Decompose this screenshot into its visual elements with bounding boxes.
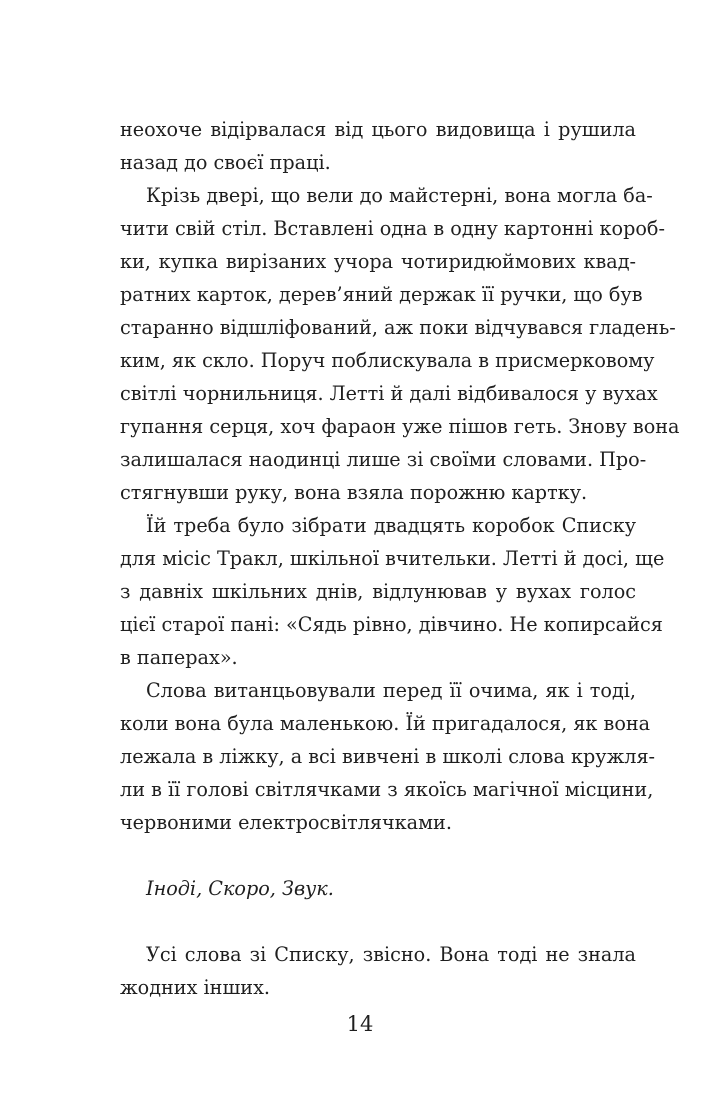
blank-line [120, 905, 636, 938]
text-line: з давніх шкільних днів, відлунював у вухах голос [120, 580, 636, 603]
blank-line [120, 839, 636, 872]
text-line: залишалася наодинці лише зі своїми словами. Про- [120, 448, 647, 471]
text-line: ки, купка вирізаних учора чотиридюймових квад- [120, 250, 636, 273]
text-line: Крізь двері, що вели до майстерні, вона могла ба- [146, 184, 653, 207]
text-line: гупання серця, хоч фараон уже пішов геть. Знову вона [120, 415, 680, 438]
text-line: Слова витанцьовували перед її очима, як і тоді, [146, 679, 636, 702]
text-line: в паперах». [120, 646, 238, 669]
text-line: назад до своєї праці. [120, 151, 331, 174]
text-line: лежала в ліжку, а всі вивчені в школі слова кружля- [120, 745, 656, 768]
text-line: ким, як скло. Поруч поблискувала в присмерковому [120, 349, 655, 372]
text-line: світлі чорнильниця. Летті й далі відбивалося у вухах [120, 382, 658, 405]
text-line: для місіс Тракл, шкільної вчительки. Летті й досі, ще [120, 547, 665, 570]
page-number: 14 [346, 1012, 374, 1036]
text-line: чити свій стіл. Вставлені одна в одну картонні короб- [120, 217, 665, 240]
text-line: старанно відшліфований, аж поки відчувався гладень- [120, 316, 676, 339]
text-line: стягнувши руку, вона взяла порожню картку. [120, 481, 588, 504]
text-line: неохоче відірвалася від цього видовища і рушила [120, 118, 636, 141]
text-line: коли вона була маленькою. Їй пригадалося, як вона [120, 712, 651, 735]
italic-word-list: Іноді, Скоро, Звук. [146, 877, 334, 900]
text-line: жодних інших. [120, 976, 270, 999]
text-line: Їй треба було зібрати двадцять коробок Списку [146, 514, 636, 537]
text-line: цієї старої пані: «Сядь рівно, дівчино. Не копирсайся [120, 613, 663, 636]
text-line: червоними електросвітлячками. [120, 811, 452, 834]
text-line: ратних карток, дерев’яний держак її ручки, що був [120, 283, 643, 306]
text-line: Усі слова зі Списку, звісно. Вона тоді не знала [146, 943, 636, 966]
text-line: ли в її голові світлячками з якоїсь магічної місцини, [120, 778, 654, 801]
book-page-text [120, 113, 680, 1004]
